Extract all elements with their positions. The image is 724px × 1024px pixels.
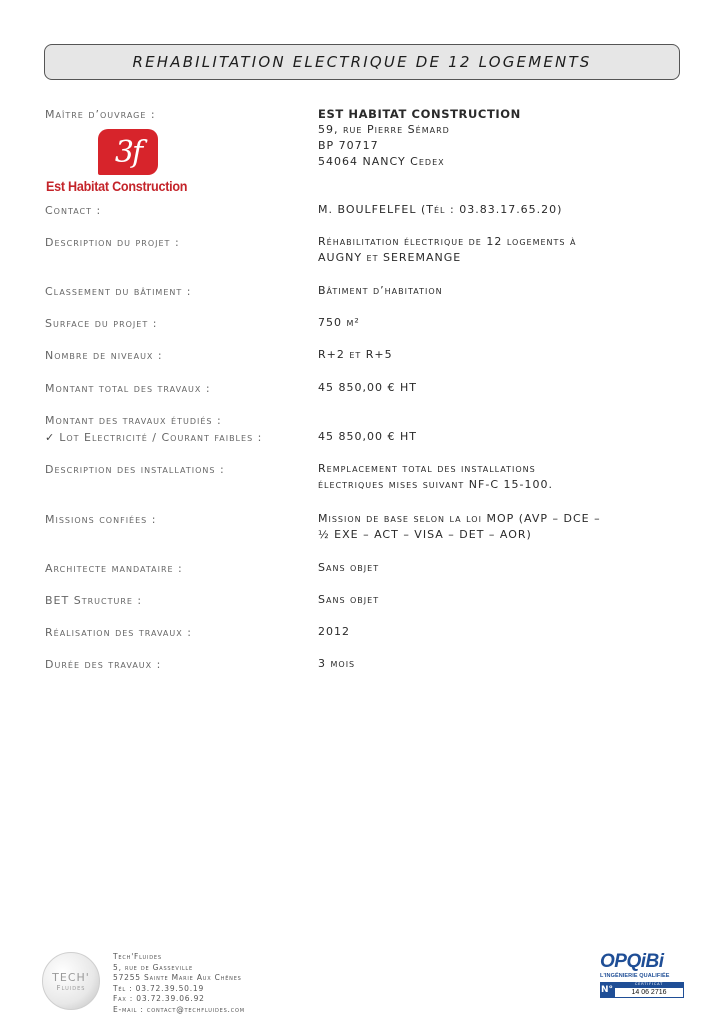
installations-line1: Remplacement total des installations xyxy=(318,462,536,475)
missions-line1: Mission de base selon la loi MOP (AVP – DCE – xyxy=(318,512,601,525)
description-label: Description du projet : xyxy=(45,236,180,249)
missions-value xyxy=(318,511,682,543)
installations-label: Description des installations : xyxy=(45,463,225,476)
maitre-block xyxy=(318,106,682,170)
contact-label: Contact : xyxy=(45,204,102,217)
classement-label: Classement du bâtiment : xyxy=(45,285,192,298)
logo-mark: 3f xyxy=(114,134,142,170)
lot-electricite-label: Lot Electricité / Courant faibles : xyxy=(59,431,263,444)
footer-addr2: 57255 Sainte Marie Aux Chênes xyxy=(113,973,242,982)
duree-value: 3 mois xyxy=(318,657,356,670)
description-line2: AUGNY et SEREMANGE xyxy=(318,251,462,264)
missions-label: Missions confiées : xyxy=(45,513,157,526)
architecte-value: Sans objet xyxy=(318,561,380,574)
cert-number: 14 06 2716 xyxy=(614,987,684,998)
realisation-value: 2012 xyxy=(318,625,350,638)
surface-value: 750 m² xyxy=(318,316,360,329)
cert-n-label: N° xyxy=(600,982,614,998)
description-line1: Réhabilitation électrique de 12 logements à xyxy=(318,235,577,248)
checkmark-icon: ✓ xyxy=(45,431,56,444)
bet-value: Sans objet xyxy=(318,593,380,606)
realisation-label: Réalisation des travaux : xyxy=(45,626,192,639)
techfluides-logo-line1: TECH' xyxy=(52,970,90,984)
niveaux-label: Nombre de niveaux : xyxy=(45,349,163,362)
maitre-addr3: 54064 NANCY Cedex xyxy=(318,155,445,168)
maitre-addr2: BP 70717 xyxy=(318,139,379,152)
footer-company: Tech'Fluides xyxy=(113,952,162,961)
maitre-addr1: 59, rue Pierre Sémard xyxy=(318,123,450,136)
surface-label: Surface du projet : xyxy=(45,317,158,330)
certificate-box xyxy=(600,982,684,998)
montant-total-label: Montant total des travaux : xyxy=(45,382,211,395)
footer-fax: Fax : 03.72.39.06.92 xyxy=(113,994,205,1003)
est-habitat-logo-icon xyxy=(98,129,158,175)
est-habitat-logo-text: Est Habitat Construction xyxy=(46,178,188,194)
montant-total-value: 45 850,00 € HT xyxy=(318,381,417,394)
footer-email: E-mail : contact@techfluides.com xyxy=(113,1004,245,1014)
opqibi-brand: OPQiBi xyxy=(600,951,664,972)
maitre-name: EST HABITAT CONSTRUCTION xyxy=(318,107,521,121)
lot-electricite-row xyxy=(45,431,262,444)
montant-etudies-label: Montant des travaux étudiés : xyxy=(45,414,222,427)
techfluides-logo-icon xyxy=(42,952,100,1010)
maitre-label: Maître d’ouvrage : xyxy=(45,108,156,121)
montant-etudies-value: 45 850,00 € HT xyxy=(318,430,417,443)
classement-value: Bâtiment d’habitation xyxy=(318,284,443,297)
page-title: REHABILITATION ELECTRIQUE DE 12 LOGEMENTS xyxy=(132,53,592,71)
footer-tel: Tél : 03.72.39.50.19 xyxy=(113,983,205,993)
contact-value: M. BOULFELFEL (Tél : 03.83.17.65.20) xyxy=(318,203,563,216)
bet-label: BET Structure : xyxy=(45,594,143,607)
footer-address xyxy=(113,952,245,1015)
cert-header: CERTIFICAT xyxy=(614,982,684,987)
opqibi-certification-logo xyxy=(600,952,684,1008)
description-value xyxy=(318,234,682,266)
missions-line2: ½ EXE – ACT – VISA – DET – AOR) xyxy=(318,528,532,541)
architecte-label: Architecte mandataire : xyxy=(45,562,183,575)
title-banner xyxy=(44,44,680,80)
duree-label: Durée des travaux : xyxy=(45,658,162,671)
opqibi-tagline: L'INGÉNIERIE QUALIFIÉE xyxy=(600,973,670,979)
techfluides-logo-line2: Fluides xyxy=(56,983,86,992)
footer-addr1: 5, rue de Gasseville xyxy=(113,962,193,972)
niveaux-value: R+2 et R+5 xyxy=(318,348,393,361)
installations-value xyxy=(318,461,682,493)
installations-line2: électriques mises suivant NF-C 15-100. xyxy=(318,478,553,491)
